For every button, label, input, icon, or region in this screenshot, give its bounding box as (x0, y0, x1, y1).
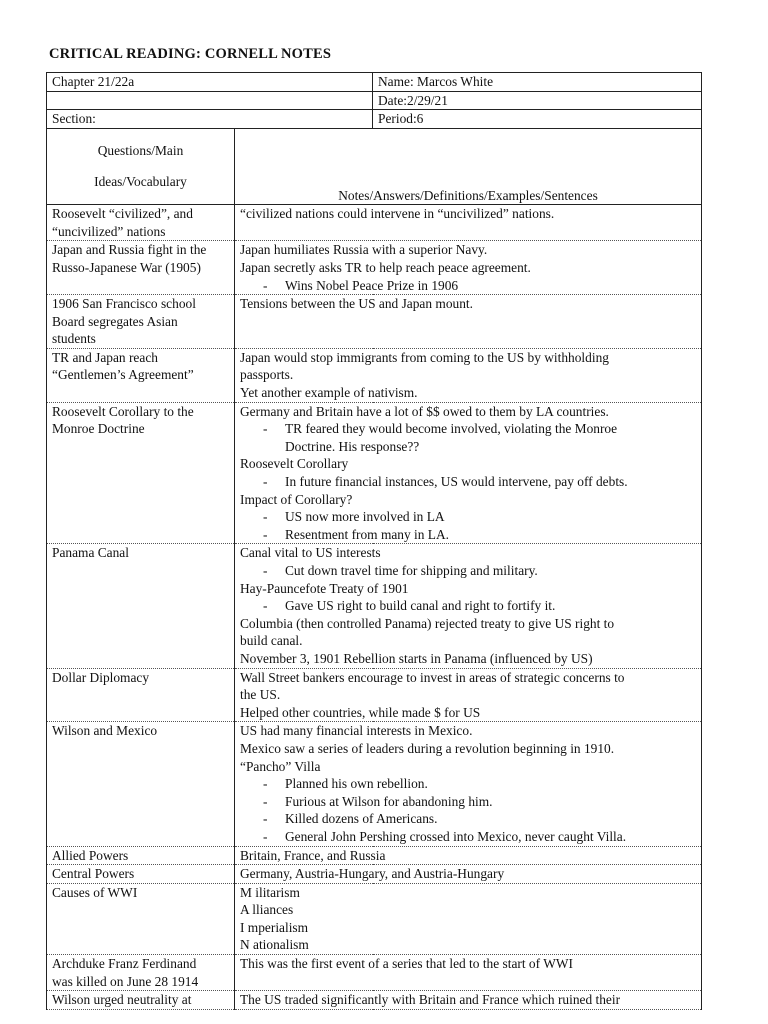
period-cell: Period:6 (373, 110, 702, 129)
notes-row (47, 955, 702, 991)
question-line: Japan and Russia fight in the (52, 242, 207, 258)
date-cell: Date:2/29/21 (373, 91, 702, 110)
note-line: “Pancho” Villa (240, 758, 321, 774)
note-line: US had many financial interests in Mexico. (240, 723, 473, 739)
notes-cell (235, 991, 702, 1010)
note-line: November 3, 1901 Rebellion starts in Panama (influenced by US) (240, 650, 593, 666)
note-line: Tensions between the US and Japan mount. (240, 296, 473, 312)
note-line: Japan humiliates Russia with a superior Navy. (240, 242, 488, 258)
bullet-item (240, 597, 696, 615)
bullet-text: Wins Nobel Peace Prize in 1906 (285, 277, 459, 293)
notes-cell (235, 348, 702, 402)
note-line: Germany, Austria-Hungary, and Austria-Hungary (240, 866, 505, 882)
blank-cell (47, 91, 373, 110)
note-line: Japan secretly asks TR to help reach peace agreement. (240, 259, 531, 275)
notes-row (47, 241, 702, 295)
question-cell (47, 991, 235, 1010)
notes-row (47, 883, 702, 954)
question-cell (47, 883, 235, 954)
bullet-item (240, 277, 696, 295)
notes-cell (235, 668, 702, 722)
question-line: TR and Japan reach (52, 349, 158, 365)
note-line: Roosevelt Corollary (240, 456, 349, 472)
bullet-text: Resentment from many in LA. (285, 526, 450, 542)
bullet-item (240, 562, 696, 580)
bullet-text: Furious at Wilson for abandoning him. (285, 793, 493, 809)
dash-bullet: - (263, 776, 268, 792)
bullet-text: Planned his own rebellion. (285, 776, 428, 792)
note-line: Wall Street bankers encourage to invest in areas of strategic concerns to (240, 669, 625, 685)
note-line: Britain, France, and Russia (240, 847, 386, 863)
question-cell (47, 348, 235, 402)
question-cell (47, 865, 235, 884)
note-line: Columbia (then controlled Panama) rejected treaty to give US right to (240, 615, 615, 631)
bullet-item (240, 775, 696, 793)
note-line: This was the first event of a series that led to the start of WWI (240, 956, 573, 972)
bullet-item (240, 793, 696, 811)
section-cell: Section: (47, 110, 373, 129)
cornell-notes-table (46, 72, 702, 1010)
bullet-text: TR feared they would become involved, violating the Monroe (285, 421, 618, 437)
question-line: Roosevelt Corollary to the (52, 403, 194, 419)
notes-cell (235, 883, 702, 954)
notes-cell (235, 865, 702, 884)
question-cell (47, 295, 235, 349)
bullet-text: Killed dozens of Americans. (285, 811, 438, 827)
note-line: build canal. (240, 633, 303, 649)
note-line: Impact of Corollary? (240, 491, 353, 507)
question-line: Causes of WWI (52, 884, 138, 900)
notes-cell (235, 722, 702, 846)
note-line: Germany and Britain have a lot of $$ owed to them by LA countries. (240, 403, 609, 419)
page-title: CRITICAL READING: CORNELL NOTES (49, 46, 332, 62)
question-line: Panama Canal (52, 545, 129, 561)
note-line: passports. (240, 367, 294, 383)
question-line: was killed on June 28 1914 (52, 973, 199, 989)
notes-row (47, 348, 702, 402)
note-line: A lliances (240, 902, 294, 918)
note-line: Japan would stop immigrants from coming to the US by withholding (240, 349, 609, 365)
question-cell (47, 668, 235, 722)
question-line: Dollar Diplomacy (52, 669, 150, 685)
notes-cell (235, 544, 702, 668)
question-line: “uncivilized” nations (52, 223, 166, 239)
note-line: Yet another example of nativism. (240, 385, 418, 401)
note-line: The US traded significantly with Britain and France which ruined their (240, 992, 621, 1008)
notes-row (47, 865, 702, 884)
notes-cell (235, 402, 702, 544)
question-line: students (52, 331, 96, 347)
question-cell (47, 241, 235, 295)
notes-row (47, 205, 702, 241)
bullet-text: Gave US right to build canal and right to fortify it. (285, 598, 556, 614)
dash-bullet: - (263, 474, 268, 490)
bullet-text: Cut down travel time for shipping and military. (285, 563, 538, 579)
bullet-text: Doctrine. His response?? (285, 438, 420, 454)
question-cell (47, 402, 235, 544)
question-cell (47, 722, 235, 846)
bullet-text: In future financial instances, US would intervene, pay off debts. (285, 474, 628, 490)
question-line: Central Powers (52, 866, 135, 882)
dash-bullet: - (263, 828, 268, 844)
notes-cell (235, 205, 702, 241)
dash-bullet: - (263, 509, 268, 525)
bullet-item (240, 828, 696, 846)
notes-cell (235, 241, 702, 295)
chapter-cell: Chapter 21/22a (47, 73, 373, 92)
note-line: the US. (240, 687, 281, 703)
question-line: 1906 San Francisco school (52, 296, 196, 312)
dash-bullet: - (263, 421, 268, 437)
notes-row (47, 722, 702, 846)
bullet-text: US now more involved in LA (285, 509, 445, 525)
bullet-text: General John Pershing crossed into Mexico, never caught Villa. (285, 828, 627, 844)
dash-bullet: - (263, 793, 268, 809)
notes-row (47, 402, 702, 544)
dash-bullet: - (263, 563, 268, 579)
question-line: Wilson urged neutrality at (52, 992, 192, 1008)
note-line: Canal vital to US interests (240, 545, 381, 561)
note-line: “civilized nations could intervene in “uncivilized” nations. (240, 206, 555, 222)
note-line: M ilitarism (240, 884, 300, 900)
questions-header (47, 128, 235, 204)
notes-row (47, 991, 702, 1010)
question-line: Monroe Doctrine (52, 421, 145, 437)
bullet-item (240, 473, 696, 491)
question-line: Archduke Franz Ferdinand (52, 956, 197, 972)
notes-header: Notes/Answers/Definitions/Examples/Sentences (235, 128, 702, 204)
bullet-item (240, 810, 696, 828)
question-cell (47, 205, 235, 241)
dash-bullet: - (263, 526, 268, 542)
note-line: N ationalism (240, 937, 309, 953)
note-line: Helped other countries, while made $ for US (240, 704, 481, 720)
question-line: “Gentlemen’s Agreement” (52, 367, 194, 383)
notes-row (47, 846, 702, 865)
bullet-continuation (240, 438, 696, 456)
question-line: Russo-Japanese War (1905) (52, 259, 201, 275)
notes-row (47, 668, 702, 722)
notes-cell (235, 295, 702, 349)
question-line: Allied Powers (52, 847, 129, 863)
question-cell (47, 955, 235, 991)
questions-header-line: Ideas/Vocabulary (94, 174, 187, 190)
bullet-item (240, 508, 696, 526)
notes-row (47, 295, 702, 349)
question-line: Roosevelt “civilized”, and (52, 206, 193, 222)
dash-bullet: - (263, 811, 268, 827)
notes-row (47, 544, 702, 668)
note-line: Mexico saw a series of leaders during a revolution beginning in 1910. (240, 740, 615, 756)
notes-cell (235, 846, 702, 865)
bullet-item (240, 526, 696, 544)
question-line: Board segregates Asian (52, 313, 178, 329)
questions-header-line: Questions/Main (97, 143, 184, 159)
notes-cell (235, 955, 702, 991)
dash-bullet: - (263, 277, 268, 293)
bullet-item (240, 420, 696, 438)
question-line: Wilson and Mexico (52, 723, 158, 739)
dash-bullet: - (263, 598, 268, 614)
question-cell (47, 846, 235, 865)
question-cell (47, 544, 235, 668)
note-line: I mperialism (240, 919, 309, 935)
note-line: Hay-Pauncefote Treaty of 1901 (240, 580, 409, 596)
name-cell: Name: Marcos White (373, 73, 702, 92)
